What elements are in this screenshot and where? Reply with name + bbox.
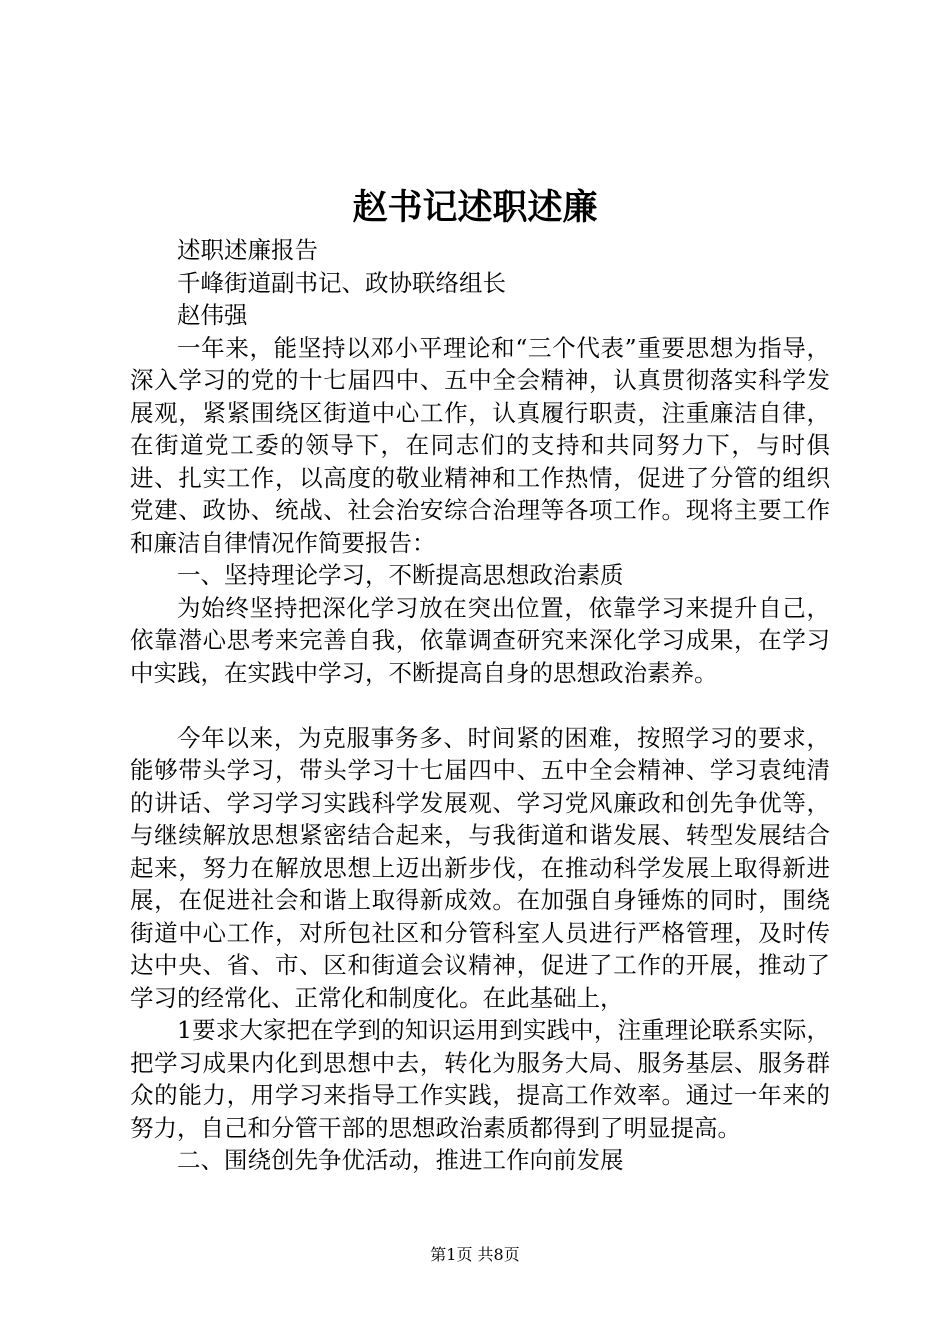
author-name: 赵伟强 xyxy=(177,301,248,329)
paragraph-item-1: 1要求大家把在学到的知识运用到实践中，注重理论联系实际，把学习成果内化到思想中去，转化为服务大局、服务基层、服务群众的能力，用学习来指导工作实践，提高工作效率。通过一年来的努力，自己和分管干部的思想政治素质都得到了明显提高。 xyxy=(130,1016,830,1142)
report-heading: 述职述廉报告 xyxy=(177,236,318,264)
document-title: 赵书记述职述廉 xyxy=(352,187,598,228)
author-position: 千峰街道副书记、政协联络组长 xyxy=(177,268,506,297)
document-body xyxy=(130,234,830,1177)
section-heading-1: 一、坚持理论学习，不断提高思想政治素质 xyxy=(177,561,624,589)
paragraph-this-year: 今年以来，为克服事务多、时间紧的困难，按照学习的要求，能够带头学习，带头学习十七届四中、五中全会精神、学习袁纯清的讲话、学习学习实践科学发展观、学习党风廉政和创先争优等，与继续解放思想紧密结合起来，与我街道和谐发展、转型发展结合起来，努力在解放思想上迈出新步伐，在推动科学发展上取得新进展，在促进社会和谐上取得新成效。在加强自身锤炼的同时，围绕街道中心工作，对所包社区和分管科室人员进行严格管理，及时传达中央、省、市、区和街道会议精神，促进了工作的开展，推动了学习的经常化、正常化和制度化。在此基础上， xyxy=(130,723,830,1012)
paragraph-intro: 一年来，能坚持以邓小平理论和“三个代表”重要思想为指导，深入学习的党的十七届四中、五中全会精神，认真贯彻落实科学发展观，紧紧围绕区街道中心工作，认真履行职责，注重廉洁自律，在街道党工委的领导下，在同志们的支持和共同努力下，与时俱进、扎实工作，以高度的敬业精神和工作热情，促进了分管的组织党建、政协、统战、社会治安综合治理等各项工作。现将主要工作和廉洁自律情况作简要报告： xyxy=(130,333,830,557)
page-number-footer: 第1页 共8页 xyxy=(430,1245,520,1264)
paragraph-spacer xyxy=(130,689,830,722)
paragraph-study-position: 为始终坚持把深化学习放在突出位置，依靠学习来提升自己，依靠潜心思考来完善自我，依靠调查研究来深化学习成果，在学习中实践，在实践中学习，不断提高自身的思想政治素养。 xyxy=(130,593,830,687)
section-heading-2: 二、围绕创先争优活动，推进工作向前发展 xyxy=(177,1146,624,1174)
